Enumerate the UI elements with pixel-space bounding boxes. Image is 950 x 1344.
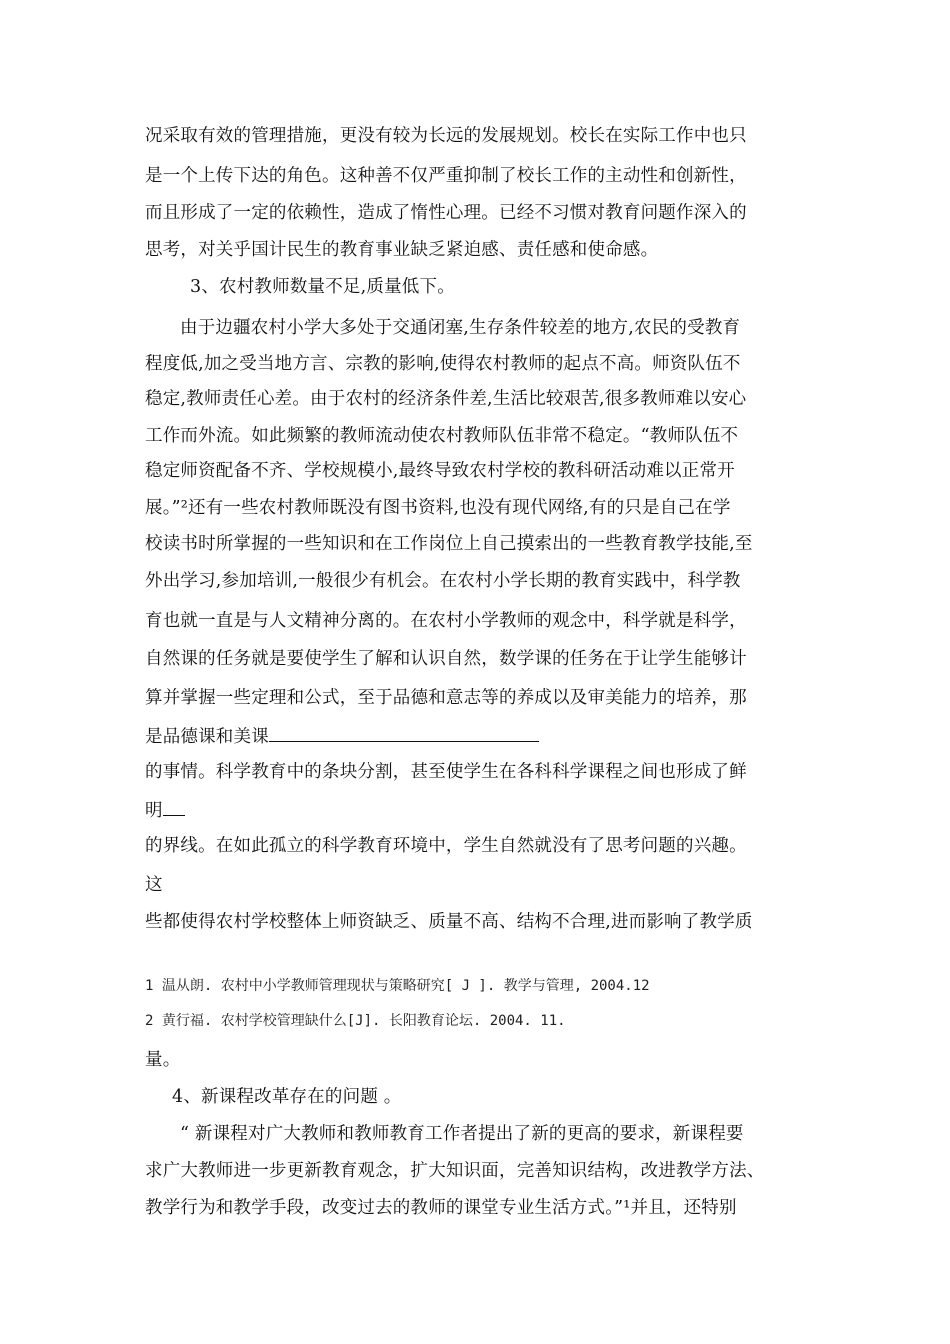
body-line: 的事情。科学教育中的条块分割，甚至使学生在各科科学课程之间也形成了鲜	[145, 762, 747, 782]
footnote: 2 黄行福. 农村学校管理缺什么[J]. 长阳教育论坛. 2004. 11.	[145, 1013, 566, 1029]
body-line: 稳定师资配备不齐、学校规模小,最终导致农村学校的教科研活动难以正常开	[145, 461, 735, 481]
body-line-with-blank	[145, 723, 815, 749]
body-line: 育也就一直是与人文精神分离的。在农村小学教师的观念中，科学就是科学，	[145, 611, 747, 631]
body-line-with-blank	[145, 797, 815, 823]
body-line: 由于边疆农村小学大多处于交通闭塞,生存条件较差的地方,农民的受教育	[180, 318, 741, 338]
body-line: 求广大教师进一步更新教育观念，扩大知识面，完善知识结构，改进教学方法、	[145, 1161, 765, 1181]
body-line: 是一个上传下达的角色。这种善不仅严重抑制了校长工作的主动性和创新性，	[145, 166, 747, 186]
body-line: 程度低,加之受当地方言、宗教的影响,使得农村教师的起点不高。师资队伍不	[145, 354, 741, 374]
body-line: 算并掌握一些定理和公式，至于品德和意志等的养成以及审美能力的培养，那	[145, 688, 747, 708]
body-line: 的界线。在如此孤立的科学教育环境中，学生自然就没有了思考问题的兴趣。	[145, 836, 747, 856]
fill-blank-underline	[269, 723, 539, 742]
body-line: 些都使得农村学校整体上师资缺乏、质量不高、结构不合理,进而影响了教学质	[145, 912, 753, 932]
fill-blank-underline	[163, 797, 185, 816]
body-line: 工作而外流。如此频繁的教师流动使农村教师队伍非常不稳定。“教师队伍不	[145, 426, 739, 446]
section-heading: 3、农村教师数量不足,质量低下。	[190, 277, 455, 297]
footnote: 1 温从朗. 农村中小学教师管理现状与策略研究[ J ]. 教学与管理, 2004.12	[145, 978, 650, 994]
body-line: 思考，对关乎国计民生的教育事业缺乏紧迫感、责任感和使命感。	[145, 240, 659, 260]
body-line: 况采取有效的管理措施，更没有较为长远的发展规划。校长在实际工作中也只	[145, 126, 747, 146]
body-line: 外出学习,参加培训,一般很少有机会。在农村小学长期的教育实践中，科学教	[145, 571, 741, 591]
body-line: 稳定,教师责任心差。由于农村的经济条件差,生活比较艰苦,很多教师难以安心	[145, 389, 747, 409]
body-line: 校读书时所掌握的一些知识和在工作岗位上自己摸索出的一些教育教学技能,至	[145, 534, 753, 554]
body-text: 是品德课和美课	[145, 727, 269, 747]
body-line: 展。”²还有一些农村教师既没有图书资料,也没有现代网络,有的只是自己在学	[145, 498, 731, 518]
body-line: 教学行为和教学手段，改变过去的教师的课堂专业生活方式。”¹并且，还特别	[145, 1198, 737, 1218]
body-text: 明	[145, 801, 163, 821]
body-line: 自然课的任务就是要使学生了解和认识自然，数学课的任务在于让学生能够计	[145, 649, 747, 669]
body-line: 量。	[145, 1050, 181, 1070]
body-line: “ 新课程对广大教师和教师教育工作者提出了新的更高的要求，新课程要	[180, 1124, 744, 1144]
body-line: 而且形成了一定的依赖性，造成了惰性心理。已经不习惯对教育问题作深入的	[145, 203, 747, 223]
section-heading: 4、新课程改革存在的问题 。	[172, 1087, 402, 1107]
body-line: 这	[145, 875, 163, 895]
